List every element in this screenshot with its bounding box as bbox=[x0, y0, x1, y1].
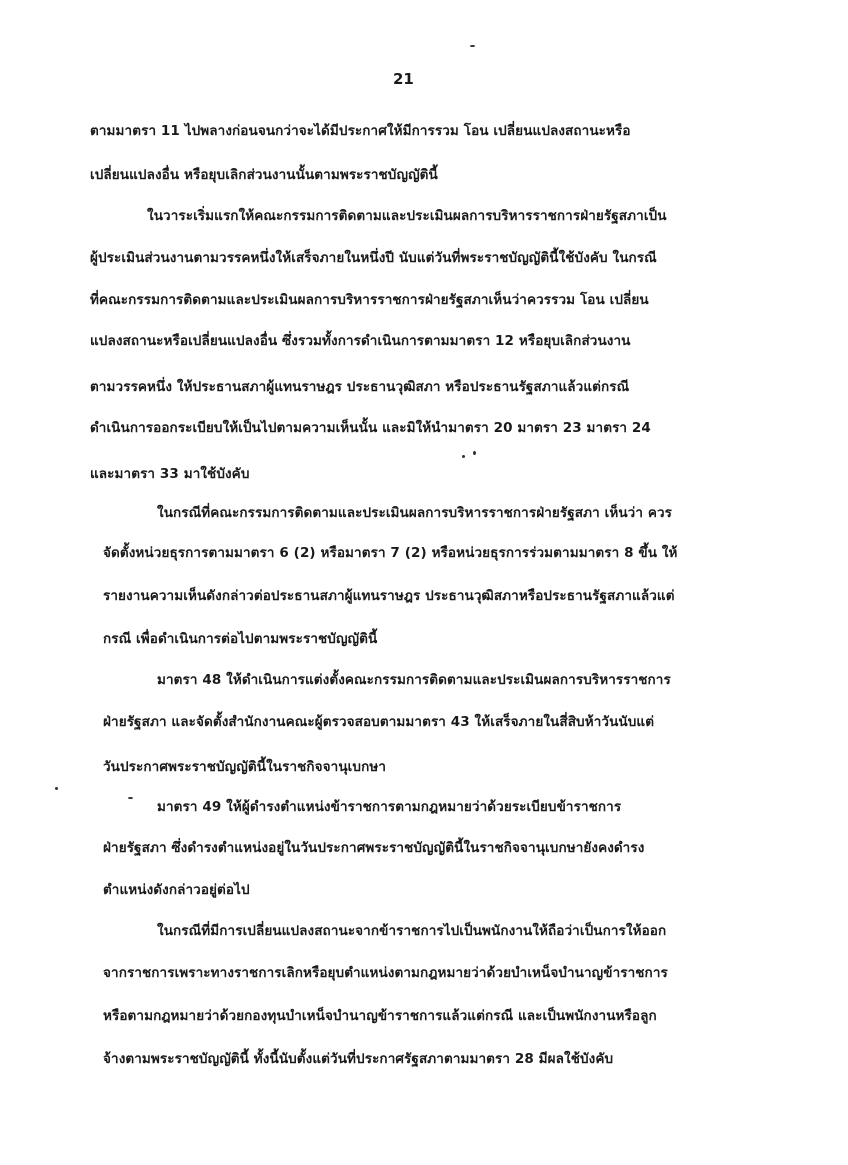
text-line: จัดตั้งหน่วยธุรการตามมาตรา 6 (2) หรือมาตรา 7 (2) หรือหน่วยธุรการร่วมตามมาตรา 8 ขึ้น ให้ bbox=[103, 545, 678, 561]
text-line: ฝ่ายรัฐสภา และจัดตั้งสำนักงานคณะผู้ตรวจสอบตามมาตรา 43 ให้เสร็จภายในสี่สิบห้าวันนับแต่ bbox=[103, 714, 655, 730]
text-line: ที่คณะกรรมการติดตามและประเมินผลการบริหารราชการฝ่ายรัฐสภาเห็นว่าควรรวม โอน เปลี่ยน bbox=[90, 292, 649, 308]
text-line: กรณี เพื่อดำเนินการต่อไปตามพระราชบัญญัตินี้ bbox=[103, 631, 378, 647]
scan-speck bbox=[462, 455, 465, 458]
text-line: ตามวรรคหนึ่ง ให้ประธานสภาผู้แทนราษฎร ประธานวุฒิสภา หรือประธานรัฐสภาแล้วแต่กรณี bbox=[90, 379, 630, 395]
text-line: จากราชการเพราะทางราชการเลิกหรือยุบตำแหน่งตามกฎหมายว่าด้วยบำเหน็จบำนาญข้าราชการ bbox=[103, 965, 668, 981]
text-line: หรือตามกฎหมายว่าด้วยกองทุนบำเหน็จบำนาญข้าราชการแล้วแต่กรณี และเป็นพนักงานหรือลูก bbox=[103, 1008, 657, 1024]
text-line: ในกรณีที่คณะกรรมการติดตามและประเมินผลการบริหารราชการฝ่ายรัฐสภา เห็นว่า ควร bbox=[157, 505, 672, 521]
scan-speck bbox=[55, 787, 58, 790]
text-line: รายงานความเห็นดังกล่าวต่อประธานสภาผู้แทนราษฎร ประธานวุฒิสภาหรือประธานรัฐสภาแล้วแต่ bbox=[103, 588, 675, 604]
text-line: เปลี่ยนแปลงอื่น หรือยุบเลิกส่วนงานนั้นตามพระราชบัญญัตินี้ bbox=[90, 167, 438, 183]
scan-speck bbox=[473, 451, 476, 455]
page-number: 21 bbox=[393, 70, 414, 88]
text-line: และมาตรา 33 มาใช้บังคับ bbox=[90, 466, 250, 482]
text-line: มาตรา 48 ให้ดำเนินการแต่งตั้งคณะกรรมการติดตามและประเมินผลการบริหารราชการ bbox=[157, 672, 671, 688]
text-line: มาตรา 49 ให้ผู้ดำรงตำแหน่งข้าราชการตามกฎหมายว่าด้วยระเบียบข้าราชการ bbox=[157, 799, 622, 815]
text-line: วันประกาศพระราชบัญญัตินี้ในราชกิจจานุเบกษา bbox=[103, 759, 387, 775]
text-line: จ้างตามพระราชบัญญัตินี้ ทั้งนี้นับตั้งแต่วันที่ประกาศรัฐสภาตามมาตรา 28 มีผลใช้บังคับ bbox=[103, 1051, 614, 1067]
text-line: แปลงสถานะหรือเปลี่ยนแปลงอื่น ซึ่งรวมทั้งการดำเนินการตามมาตรา 12 หรือยุบเลิกส่วนงาน bbox=[90, 333, 631, 349]
text-line: ในวาระเริ่มแรกให้คณะกรรมการติดตามและประเมินผลการบริหารราชการฝ่ายรัฐสภาเป็น bbox=[147, 208, 667, 224]
text-line: ดำเนินการออกระเบียบให้เป็นไปตามความเห็นนั้น และมิให้นำมาตรา 20 มาตรา 23 มาตรา 24 bbox=[90, 420, 651, 436]
text-line: ตำแหน่งดังกล่าวอยู่ต่อไป bbox=[103, 882, 250, 898]
text-line: ตามมาตรา 11 ไปพลางก่อนจนกว่าจะได้มีประกาศให้มีการรวม โอน เปลี่ยนแปลงสถานะหรือ bbox=[90, 123, 631, 139]
scan-speck bbox=[470, 45, 475, 47]
text-line: ฝ่ายรัฐสภา ซึ่งดำรงตำแหน่งอยู่ในวันประกาศพระราชบัญญัตินี้ในราชกิจจานุเบกษายังคงดำรง bbox=[103, 840, 645, 856]
text-line: ผู้ประเมินส่วนงานตามวรรคหนึ่งให้เสร็จภายในหนึ่งปี นับแต่วันที่พระราชบัญญัตินี้ใช้บังคับ ในกรณี bbox=[90, 250, 657, 266]
text-line: ในกรณีที่มีการเปลี่ยนแปลงสถานะจากข้าราชการไปเป็นพนักงานให้ถือว่าเป็นการให้ออก bbox=[157, 923, 667, 939]
scan-speck bbox=[128, 797, 133, 799]
